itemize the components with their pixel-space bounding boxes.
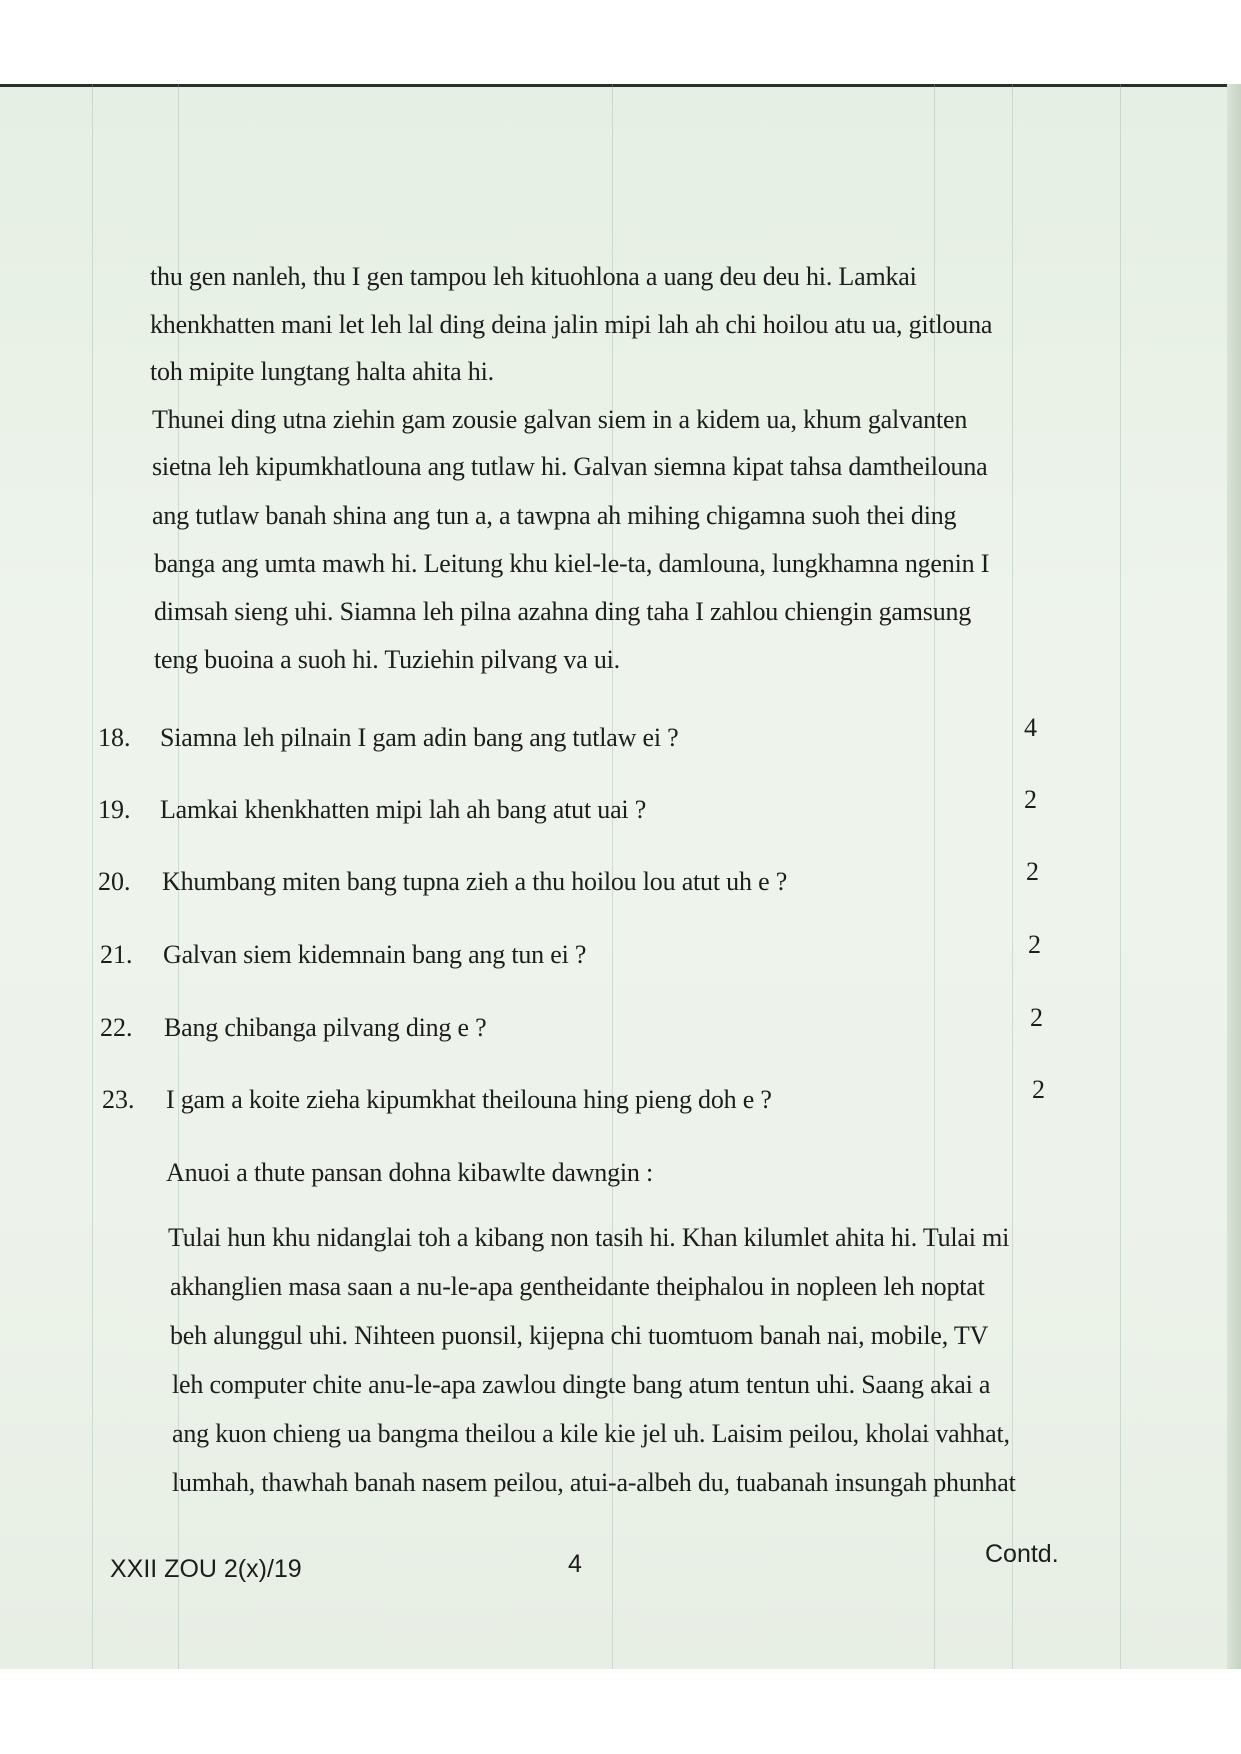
question-number: 23.	[102, 1085, 135, 1114]
passage-two-line: akhanglien masa saan a nu-le-apa gentheidante theiphalou in nopleen leh noptat	[170, 1272, 985, 1301]
question-text: Galvan siem kidemnain bang ang tun ei ?	[163, 940, 587, 969]
passage-one-line: khenkhatten mani let leh lal ding deina jalin mipi lah ah chi hoilou atu ua, gitlouna	[150, 310, 993, 339]
passage-two-line: beh alunggul uhi. Nihteen puonsil, kijepna chi tuomtuom banah nai, mobile, TV	[170, 1321, 989, 1350]
continued-label: Contd.	[985, 1540, 1059, 1568]
question-marks: 2	[1026, 857, 1039, 886]
question-text: Khumbang miten bang tupna zieh a thu hoilou lou atut uh e ?	[162, 867, 788, 896]
passage-one-line: sietna leh kipumkhatlouna ang tutlaw hi. Galvan siemna kipat tahsa damtheilouna	[152, 452, 988, 481]
passage-one-line: banga ang umta mawh hi. Leitung khu kiel-le-ta, damlouna, lungkhamna ngenin I	[154, 549, 990, 578]
question-text: Siamna leh pilnain I gam adin bang ang tutlaw ei ?	[160, 723, 679, 752]
question-number: 22.	[100, 1013, 133, 1042]
question-marks: 2	[1024, 785, 1037, 814]
page-number: 4	[568, 1550, 582, 1578]
question-marks: 2	[1032, 1075, 1045, 1104]
passage-two-line: lumhah, thawhah banah nasem peilou, atui-a-albeh du, tuabanah insungah phunhat	[172, 1468, 1016, 1497]
passage-one-line: teng buoina a suoh hi. Tuziehin pilvang va ui.	[154, 645, 620, 674]
passage-two-line: Tulai hun khu nidanglai toh a kibang non tasih hi. Khan kilumlet ahita hi. Tulai mi	[168, 1223, 1010, 1252]
question-text: Bang chibanga pilvang ding e ?	[164, 1013, 487, 1042]
question-number: 19.	[98, 795, 131, 824]
question-number: 18.	[98, 723, 131, 752]
passage-one-line: toh mipite lungtang halta ahita hi.	[150, 357, 494, 386]
question-text: I gam a koite zieha kipumkhat theilouna hing pieng doh e ?	[166, 1085, 772, 1114]
question-marks: 2	[1028, 930, 1041, 959]
question-text: Lamkai khenkhatten mipi lah ah bang atut uai ?	[160, 795, 647, 824]
passage-one-line: Thunei ding utna ziehin gam zousie galvan siem in a kidem ua, khum galvanten	[152, 405, 968, 434]
passage-two-line: ang kuon chieng ua bangma theilou a kile kie jel uh. Laisim peilou, kholai vahhat,	[172, 1419, 1010, 1448]
question-marks: 4	[1024, 713, 1037, 742]
passage-two-line: leh computer chite anu-le-apa zawlou dingte bang atum tentun uhi. Saang akai a	[172, 1370, 991, 1399]
question-number: 20.	[98, 867, 131, 896]
passage-one-line: thu gen nanleh, thu I gen tampou leh kituohlona a uang deu deu hi. Lamkai	[150, 262, 917, 291]
question-number: 21.	[100, 940, 133, 969]
question-marks: 2	[1030, 1003, 1043, 1032]
passage-one-line: ang tutlaw banah shina ang tun a, a tawpna ah mihing chigamna suoh thei ding	[152, 501, 957, 530]
instruction-text: Anuoi a thute pansan dohna kibawlte dawngin :	[166, 1158, 654, 1187]
passage-one-line: dimsah sieng uhi. Siamna leh pilna azahna ding taha I zahlou chiengin gamsung	[154, 597, 972, 626]
paper-code: XXII ZOU 2(x)/19	[110, 1555, 302, 1583]
